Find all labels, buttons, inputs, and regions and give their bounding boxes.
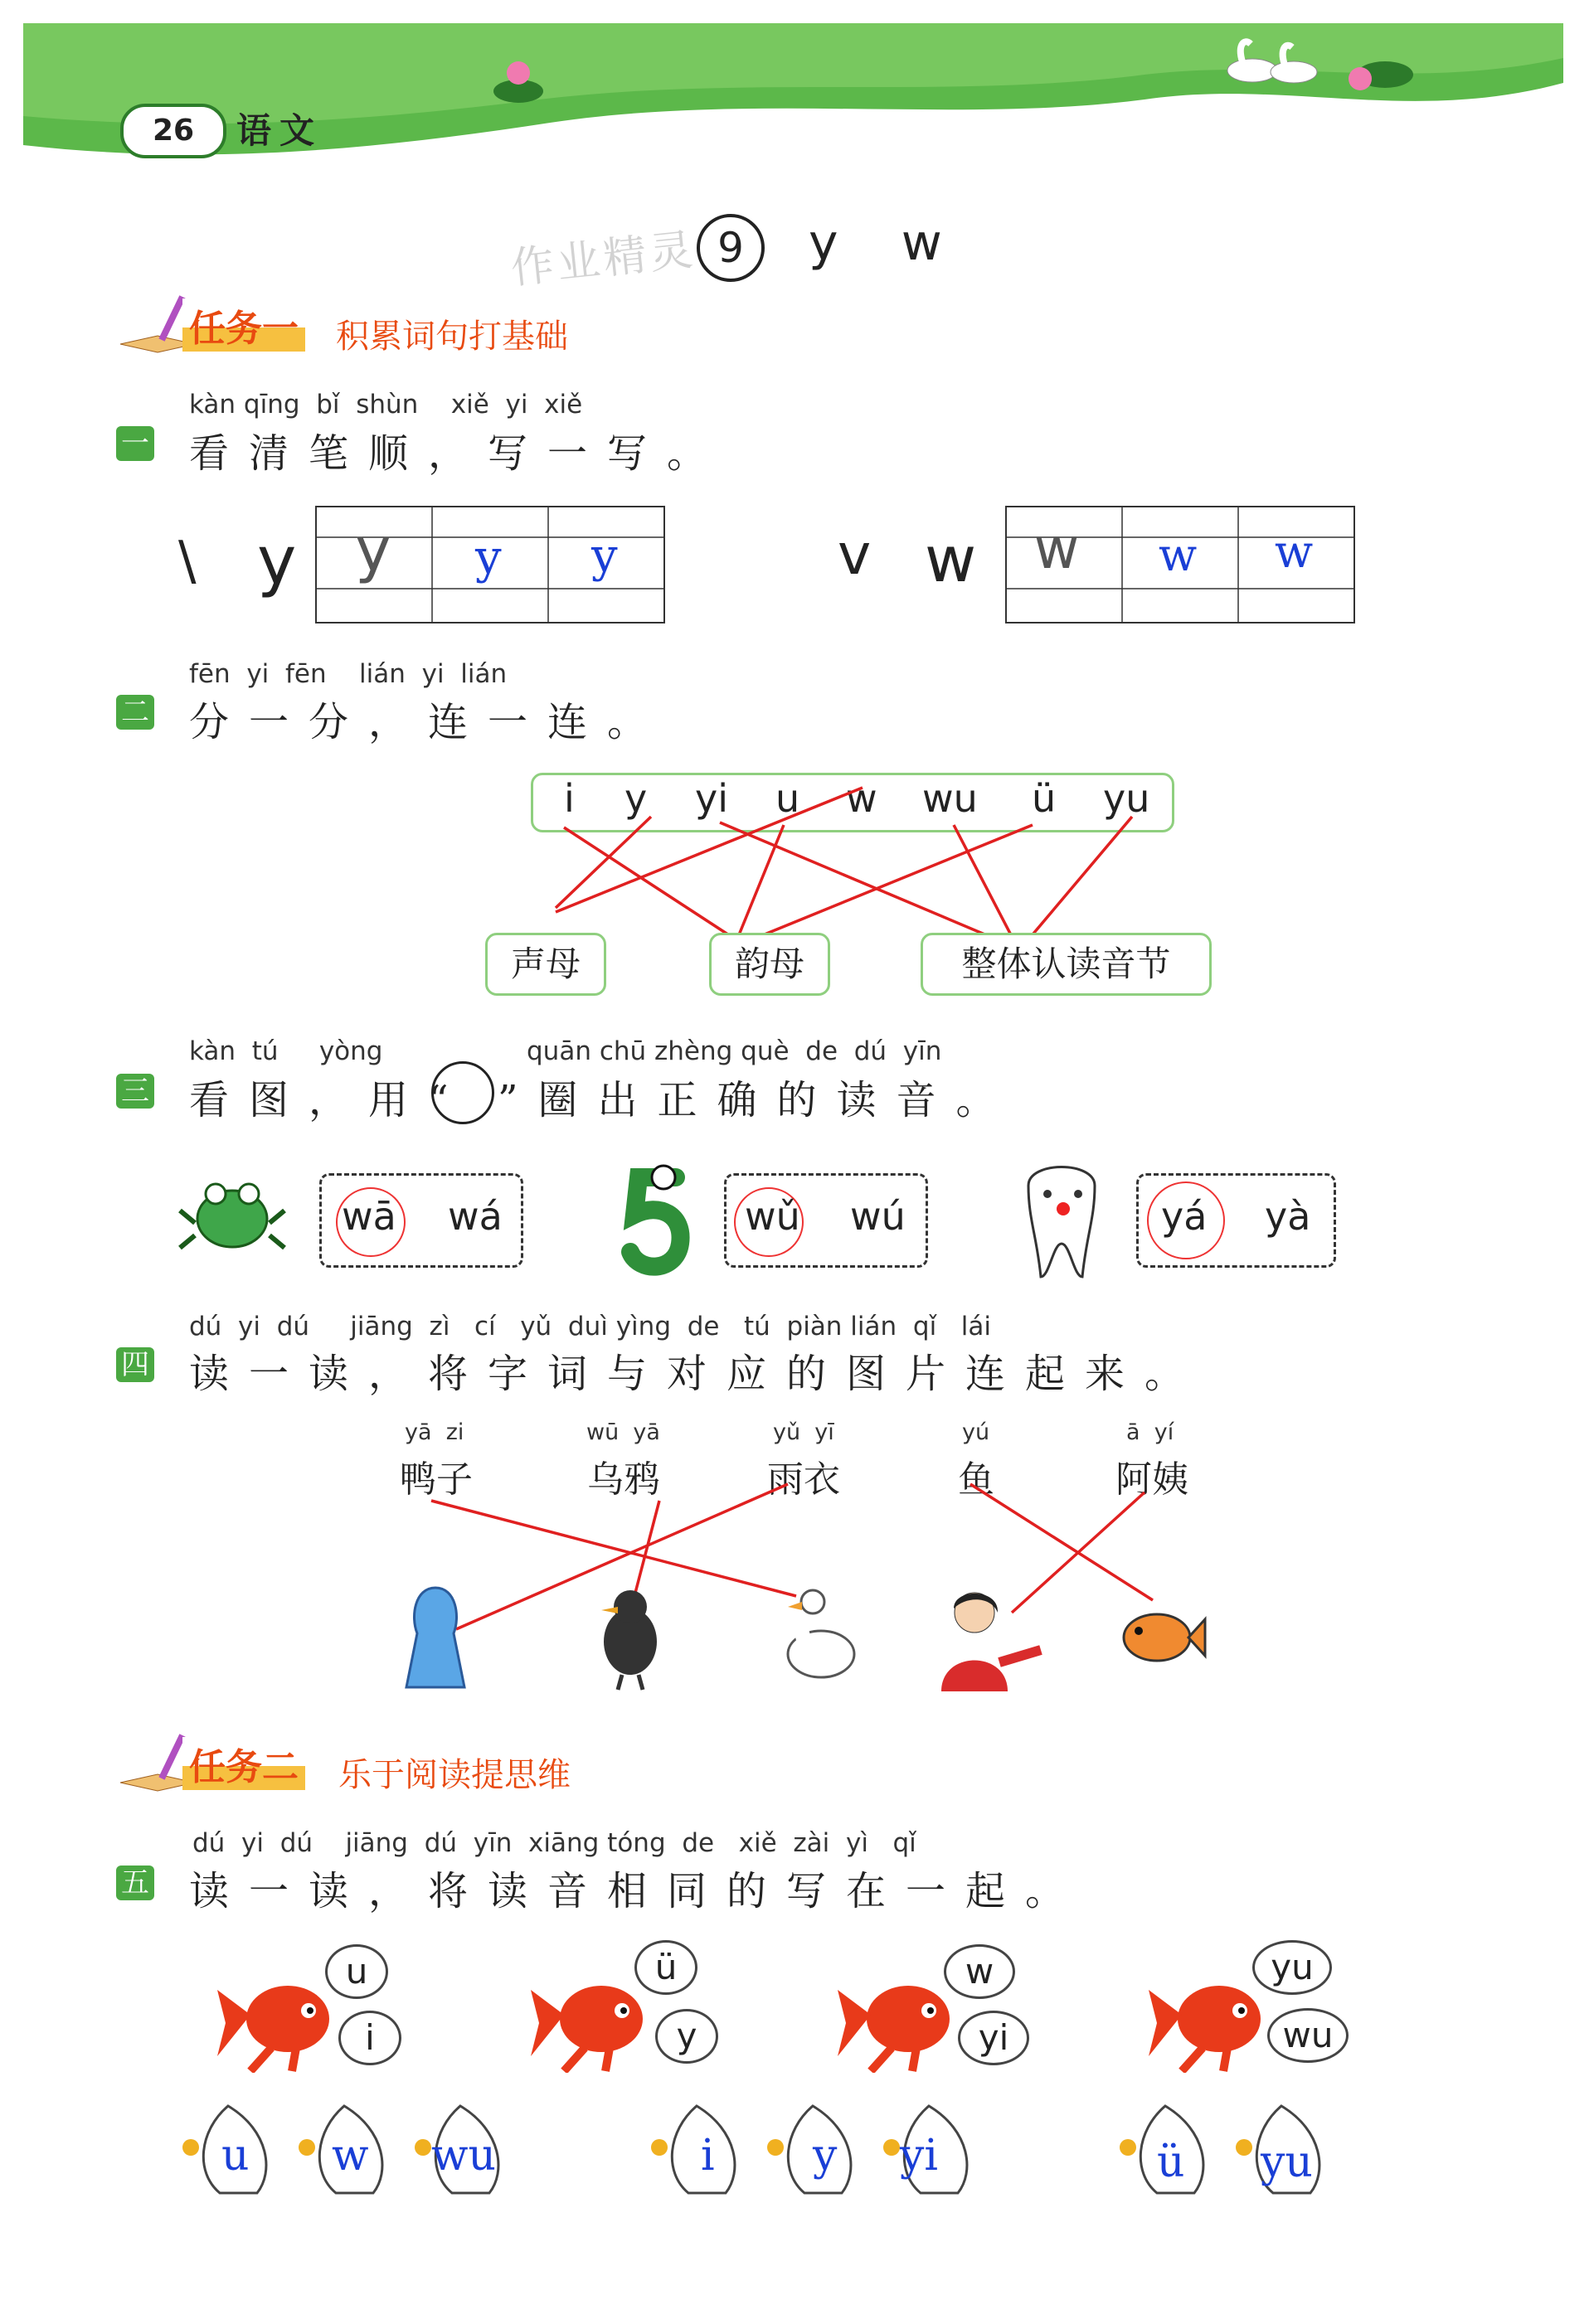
group-2-answer-3[interactable]: yi	[900, 2131, 939, 2181]
crow-icon	[593, 1584, 668, 1695]
syllable-i: i	[564, 776, 575, 821]
bubble-text: ü	[654, 1947, 678, 1987]
group-1-answer-3[interactable]: wu	[431, 2131, 496, 2181]
q2-marker: 二	[116, 695, 154, 730]
word-raincoat: 雨衣	[767, 1458, 840, 1501]
frog-option-1[interactable]: wā	[342, 1194, 396, 1239]
frog-icon	[178, 1173, 286, 1268]
chick-group-3	[1115, 2098, 1364, 2205]
bubble	[958, 2011, 1029, 2065]
bubble	[338, 2011, 401, 2065]
bubble-text: wu	[1282, 2015, 1334, 2055]
y-grid-answer-2[interactable]: y	[591, 529, 618, 583]
tooth-icon	[1016, 1161, 1107, 1284]
category-consonant	[485, 933, 606, 996]
q2-instruction: 分一分，连一连。	[189, 699, 668, 745]
tooth-option-2[interactable]: yà	[1265, 1194, 1311, 1239]
word-aunt: 阿姨	[1115, 1458, 1188, 1501]
q3-pinyin-a: kàn tú yòng	[189, 1036, 383, 1066]
y-writing-grid	[315, 506, 663, 622]
task-two-subtitle: 乐于阅读提思维	[338, 1756, 571, 1794]
q1-pinyin: kàn qīng bǐ shùn xiě yi xiě	[189, 390, 583, 420]
category-vowel	[709, 933, 830, 996]
swan-icon	[1219, 29, 1319, 90]
syllable-v: ü	[1032, 776, 1057, 821]
five-option-2[interactable]: wú	[850, 1194, 906, 1239]
page-number-badge	[120, 104, 226, 158]
q5-pinyin: dú yi dú jiāng dú yīn xiāng tóng de xiě zài yì qǐ	[192, 1828, 916, 1858]
syllable-u: u	[775, 776, 800, 821]
q1-marker: 一	[116, 426, 154, 461]
w-grid-answer-1[interactable]: w	[1159, 529, 1198, 581]
bubble	[655, 2009, 718, 2064]
syllable-w: w	[846, 776, 877, 821]
q1-instruction: 看清笔顺，写一写。	[189, 430, 727, 477]
group-1-answer-2[interactable]: w	[332, 2131, 369, 2181]
task-one-subtitle: 积累词句打基础	[336, 318, 568, 356]
q4-marker: 四	[116, 1347, 154, 1382]
group-3-answer-1[interactable]: ü	[1157, 2137, 1185, 2187]
syllable-yi: yi	[695, 776, 729, 821]
word-duck: 鸭子	[400, 1458, 473, 1501]
bubble-text: yu	[1271, 1947, 1314, 1987]
word-pinyin-aunt: ā yí	[1126, 1419, 1174, 1445]
task-two-label: 任务二	[182, 1737, 305, 1790]
bubble	[634, 1940, 697, 1995]
group-2-answer-2[interactable]: y	[813, 2131, 838, 2181]
y-grid-answer-1[interactable]: y	[475, 531, 502, 585]
watermark: 作业精灵	[508, 225, 699, 294]
y-stroke-1: \	[178, 531, 197, 592]
bubble-text: i	[365, 2017, 375, 2058]
bubble	[325, 1944, 388, 1999]
q3-instruction-a: 看图，用“	[189, 1077, 469, 1123]
syllable-y: y	[624, 776, 648, 821]
chick-group-2	[647, 2098, 995, 2205]
q2-pinyin: fēn yi fēn lián yi lián	[189, 659, 508, 689]
category-consonant-label: 声母	[510, 944, 581, 984]
bubble	[1252, 1940, 1332, 1995]
group-1-answer-1[interactable]: u	[221, 2131, 250, 2181]
five-option-1[interactable]: wǔ	[745, 1194, 800, 1239]
subject-label: 语文	[236, 110, 323, 151]
word-pinyin-crow: wū yā	[586, 1419, 660, 1445]
q3-marker: 三	[116, 1074, 154, 1109]
bubble	[944, 1944, 1015, 1999]
lesson-number: 9	[717, 224, 744, 272]
bubble-text: u	[345, 1951, 368, 1992]
q4-pinyin: dú yi dú jiāng zì cí yǔ duì yìng de tú piàn lián qǐ lái	[189, 1312, 991, 1342]
word-pinyin-fish: yú	[962, 1419, 990, 1445]
category-whole-syllable	[921, 933, 1212, 996]
w-grid-answer-2[interactable]: w	[1275, 526, 1314, 578]
y-stroke-2: y	[257, 522, 297, 599]
number-five-icon	[618, 1161, 697, 1284]
bubble-text: y	[676, 2016, 697, 2056]
lotus-icon	[1327, 33, 1418, 103]
category-whole-syllable-label: 整体认读音节	[961, 944, 1171, 984]
w-writing-grid	[1005, 506, 1353, 622]
page-number: 26	[152, 114, 195, 148]
q5-marker: 五	[116, 1866, 154, 1900]
raincoat-icon	[402, 1584, 469, 1695]
lesson-number-circle	[697, 214, 765, 282]
woman-icon	[933, 1584, 1049, 1695]
syllable-wu: wu	[922, 776, 978, 821]
word-pinyin-duck: yā zi	[405, 1419, 464, 1445]
q4-instruction: 读一读，将字词与对应的图片连起来。	[189, 1351, 1205, 1397]
bubble-text: yi	[978, 2017, 1009, 2058]
group-2-answer-1[interactable]: i	[701, 2131, 715, 2181]
tooth-option-1[interactable]: yá	[1161, 1194, 1208, 1239]
group-3-answer-2[interactable]: yu	[1261, 2137, 1313, 2187]
q3-instruction-b: ”圈出正确的读音。	[498, 1077, 1016, 1123]
frog-option-2[interactable]: wá	[448, 1194, 503, 1239]
lotus-icon	[489, 50, 547, 111]
word-pinyin-raincoat: yǔ yī	[773, 1419, 834, 1445]
category-vowel-label: 韵母	[734, 944, 804, 984]
q5-instruction: 读一读，将读音相同的写在一起。	[189, 1868, 1086, 1914]
circle-symbol	[431, 1061, 494, 1124]
w-stroke-2: w	[925, 522, 977, 596]
w-stroke-1: v	[838, 522, 872, 588]
bubble-text: w	[965, 1951, 994, 1992]
w-grid-printed: w	[1034, 517, 1079, 581]
q3-pinyin-b: quān chū zhèng què de dú yīn	[527, 1036, 942, 1066]
y-grid-printed: y	[355, 514, 391, 585]
word-fish: 鱼	[958, 1458, 994, 1501]
word-crow: 乌鸦	[587, 1458, 660, 1501]
chick-group-1	[178, 2098, 527, 2205]
task-one-label: 任务一	[182, 298, 305, 352]
bubble	[1267, 2008, 1349, 2063]
lesson-title: y w	[809, 214, 942, 272]
fish-icon	[1115, 1604, 1207, 1674]
syllable-yu: yu	[1103, 776, 1150, 821]
duck-icon	[775, 1584, 858, 1695]
